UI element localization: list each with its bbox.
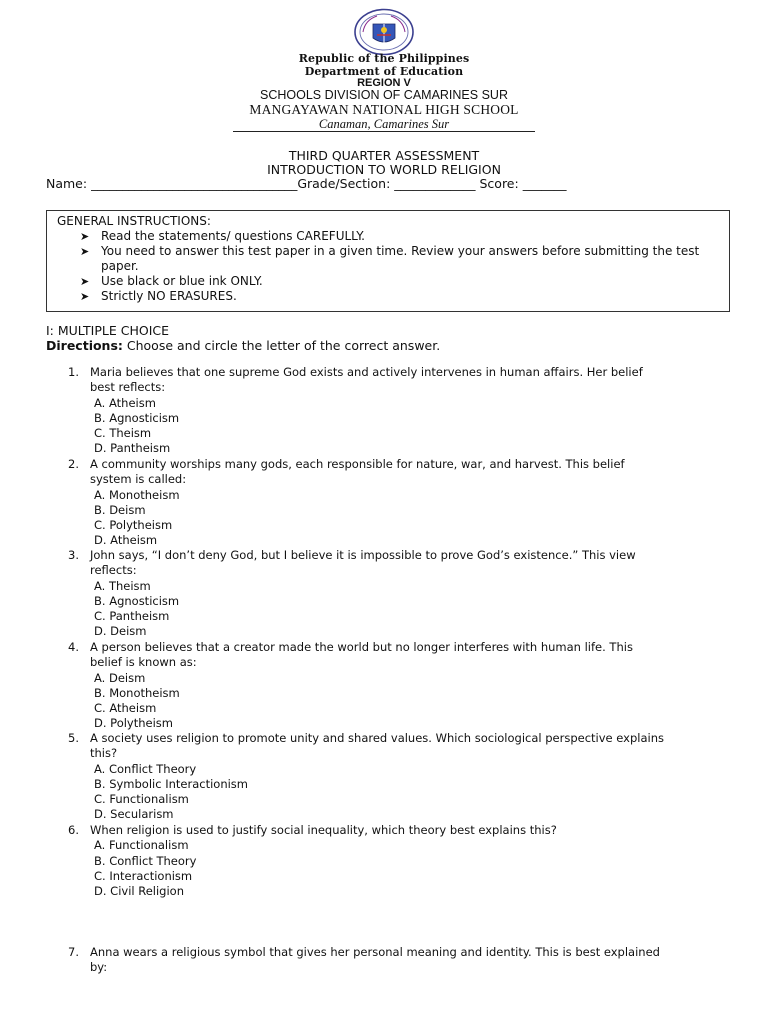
answer-option[interactable]: C. Theism (94, 426, 152, 441)
question-text: John says, “I don’t deny God, but I believe it is impossible to prove God’s existence.” This view (90, 548, 636, 562)
question-text: A community worships many gods, each responsible for nature, war, and harvest. This belief (90, 457, 625, 471)
general-instructions-box (46, 210, 730, 312)
deped-seal-logo (353, 8, 415, 56)
question-text: Maria believes that one supreme God exists and actively intervenes in human affairs. Her belief (90, 365, 643, 379)
answer-option[interactable]: B. Conflict Theory (94, 853, 197, 868)
question-item (68, 640, 732, 732)
answer-option[interactable]: A. Conflict Theory (94, 761, 197, 776)
question-number: 7. (68, 945, 79, 959)
question-text: belief is known as: (90, 655, 197, 670)
answer-option[interactable]: C. Interactionism (94, 868, 193, 883)
question-item (68, 945, 732, 976)
answer-option[interactable]: D. Atheism (94, 533, 158, 548)
name-label: Name: (46, 176, 92, 191)
section-title: I: MULTIPLE CHOICE (46, 323, 170, 338)
directions-text: Choose and circle the letter of the correct answer. (122, 338, 441, 353)
question-text: When religion is used to justify social inequality, which theory best explains this? (90, 823, 557, 837)
answer-option[interactable]: C. Polytheism (94, 518, 173, 533)
emphasis-text: ONLY (230, 274, 259, 288)
department-heading: Department of Education (304, 65, 464, 78)
answer-option[interactable]: B. Deism (94, 502, 146, 517)
question-item (68, 823, 732, 899)
question-text: reflects: (90, 563, 137, 578)
answer-option[interactable]: D. Civil Religion (94, 884, 185, 899)
question-text: A person believes that a creator made the world but no longer interferes with human life. This (90, 640, 633, 654)
answer-option[interactable]: A. Monotheism (94, 487, 180, 502)
emphasis-text: CAREFULLY (296, 229, 362, 243)
student-info-line (46, 176, 566, 191)
question-number: 2. (68, 457, 79, 471)
republic-heading: Republic of the Philippines (298, 52, 470, 65)
question-item (68, 457, 732, 549)
answer-option[interactable]: C. Pantheism (94, 609, 170, 624)
question-text: best reflects: (90, 380, 166, 395)
school-location: Canaman, Camarines Sur (318, 117, 450, 131)
score-field[interactable]: _______ (522, 176, 567, 191)
answer-option[interactable]: B. Agnosticism (94, 593, 180, 608)
instruction-item: ➤ You need to answer this test paper in a given time. Review your answers before submitting the test paper. (80, 244, 700, 273)
answer-option[interactable]: D. Pantheism (94, 441, 171, 456)
question-number: 3. (68, 548, 79, 562)
exam-subject-title: INTRODUCTION TO WORLD RELIGION (267, 162, 501, 177)
instructions-title: GENERAL INSTRUCTIONS: (57, 214, 211, 228)
arrow-bullet-icon: ➤ (80, 245, 90, 258)
answer-option[interactable]: A. Functionalism (94, 838, 189, 853)
answer-option[interactable]: C. Atheism (94, 701, 157, 716)
instruction-item: ➤ Use black or blue ink ONLY. (80, 274, 263, 288)
answer-option[interactable]: D. Deism (94, 624, 147, 639)
answer-option[interactable]: B. Agnosticism (94, 410, 180, 425)
answer-option[interactable]: A. Theism (94, 578, 151, 593)
division-heading: SCHOOLS DIVISION OF CAMARINES SUR (260, 88, 508, 102)
name-field[interactable]: _________________________________ (91, 176, 298, 191)
answer-option[interactable]: A. Atheism (94, 395, 156, 410)
region-heading: REGION V (357, 77, 411, 89)
question-text: system is called: (90, 472, 187, 487)
instruction-item: ➤ Read the statements/ questions CAREFULLY. (80, 229, 365, 243)
question-number: 5. (68, 731, 79, 745)
answer-option[interactable]: B. Monotheism (94, 685, 180, 700)
question-text: Anna wears a religious symbol that gives her personal meaning and identity. This is best explained (90, 945, 660, 959)
exam-quarter-title: THIRD QUARTER ASSESSMENT (288, 148, 480, 163)
emphasis-text: NO ERASURES (147, 289, 233, 303)
grade-section-label: Grade/Section: (297, 176, 395, 191)
answer-option[interactable]: A. Deism (94, 670, 146, 685)
arrow-bullet-icon: ➤ (80, 230, 90, 243)
section-directions (46, 338, 440, 353)
question-text: this? (90, 746, 118, 761)
arrow-bullet-icon: ➤ (80, 290, 90, 303)
school-name: MANGAYAWAN NATIONAL HIGH SCHOOL (249, 102, 519, 117)
instruction-item: ➤ Strictly NO ERASURES. (80, 289, 237, 303)
answer-option[interactable]: C. Functionalism (94, 792, 189, 807)
question-item (68, 731, 732, 823)
arrow-bullet-icon: ➤ (80, 275, 90, 288)
question-number: 4. (68, 640, 79, 654)
question-item (68, 548, 732, 640)
question-number: 1. (68, 365, 79, 379)
answer-option[interactable]: D. Secularism (94, 807, 174, 822)
header-divider (233, 131, 535, 132)
grade-section-field[interactable]: _____________ (394, 176, 476, 191)
answer-option[interactable]: B. Symbolic Interactionism (94, 776, 248, 791)
answer-option[interactable]: D. Polytheism (94, 716, 173, 731)
score-label: Score: (475, 176, 523, 191)
question-text: by: (90, 960, 108, 975)
directions-label: Directions: (46, 338, 123, 353)
question-text: A society uses religion to promote unity and shared values. Which sociological perspective explains (90, 731, 664, 745)
instructions-list (57, 229, 719, 304)
question-item (68, 365, 732, 457)
question-number: 6. (68, 823, 79, 837)
